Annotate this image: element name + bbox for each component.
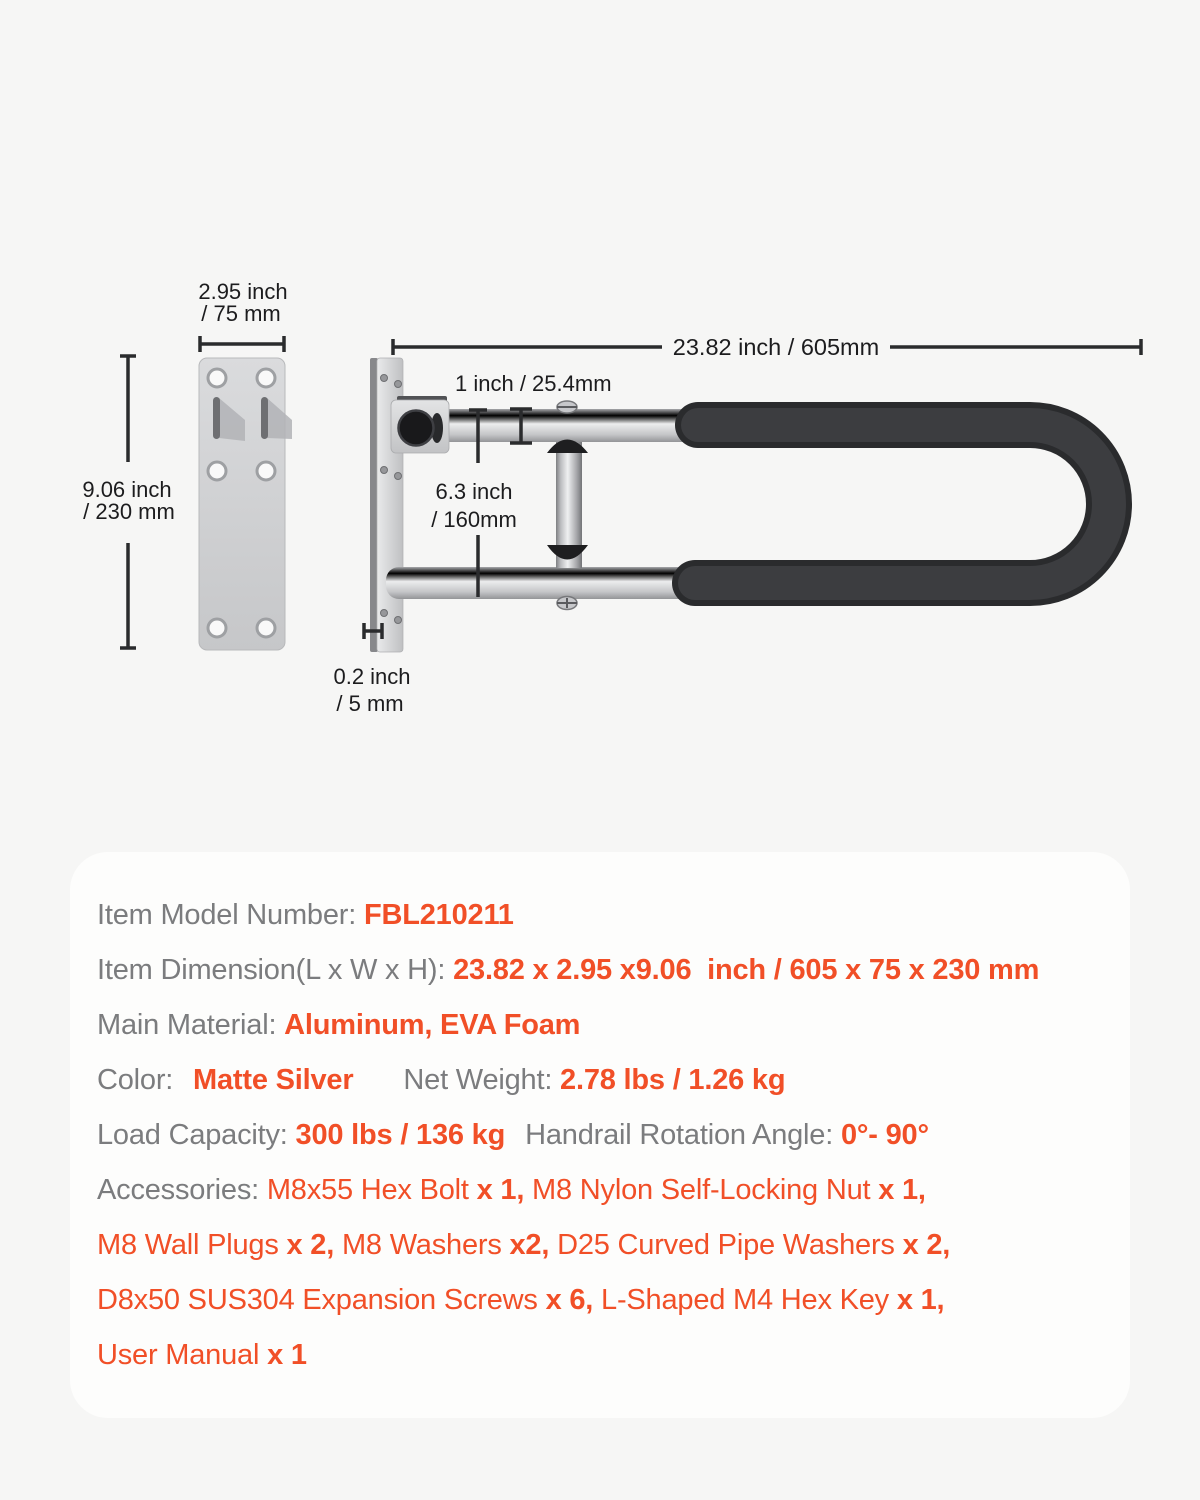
load-label: Load Capacity: bbox=[97, 1119, 296, 1151]
pivot-bracket bbox=[391, 396, 449, 453]
spec-row-load-rotation bbox=[97, 1108, 1112, 1163]
spec-panel bbox=[70, 852, 1130, 1418]
dimension-label: Item Dimension(L x W x H): bbox=[97, 954, 454, 986]
load-value: 300 lbs / 136 kg bbox=[295, 1119, 506, 1151]
accessory-qty: x 2, bbox=[902, 1229, 951, 1261]
clamp-screw-bottom bbox=[557, 597, 577, 610]
accessory-item: D25 Curved Pipe Washers bbox=[557, 1229, 903, 1261]
accessory-qty: x 6, bbox=[545, 1284, 602, 1316]
color-value: Matte Silver bbox=[193, 1064, 354, 1096]
accessory-item: User Manual bbox=[97, 1339, 268, 1371]
spec-row-accessories-1 bbox=[97, 1163, 1112, 1218]
accessory-item: M8x55 Hex Bolt bbox=[266, 1174, 477, 1206]
accessory-qty: x 1, bbox=[878, 1174, 926, 1206]
label-plate-height-line1: 9.06 inch bbox=[82, 477, 172, 502]
label-plate-height-line2: / 230 mm bbox=[83, 499, 175, 524]
spec-panel-content bbox=[70, 852, 1130, 1383]
material-label: Main Material: bbox=[97, 1009, 285, 1041]
dim-total-length bbox=[393, 334, 1141, 360]
material-value: Aluminum, EVA Foam bbox=[284, 1009, 581, 1041]
rotation-value: 0°- 90° bbox=[840, 1119, 929, 1151]
accessory-item: M8 Washers bbox=[341, 1229, 510, 1261]
wall-plate-front-view bbox=[199, 358, 292, 650]
accessory-qty: x2, bbox=[509, 1229, 558, 1261]
clamp-screw-top bbox=[557, 401, 577, 413]
color-label: Color: bbox=[97, 1064, 182, 1096]
accessories-label: Accessories: bbox=[97, 1174, 267, 1206]
accessory-qty: x 1 bbox=[267, 1339, 307, 1371]
weight-value: 2.78 lbs / 1.26 kg bbox=[560, 1064, 786, 1096]
foam-grip bbox=[695, 425, 1109, 583]
rotation-label: Handrail Rotation Angle: bbox=[525, 1119, 841, 1151]
dim-plate-height bbox=[82, 356, 175, 648]
spec-row-model bbox=[97, 888, 1112, 943]
model-value: FBL210211 bbox=[363, 899, 514, 931]
accessory-qty: x 2, bbox=[286, 1229, 342, 1261]
handrail-side-view bbox=[370, 358, 1109, 652]
spec-row-color-weight bbox=[97, 1053, 1112, 1108]
spec-row-accessories-3 bbox=[97, 1273, 1112, 1328]
spec-row-dimension bbox=[97, 943, 1112, 998]
spec-row-accessories-2 bbox=[97, 1218, 1112, 1273]
model-label: Item Model Number: bbox=[97, 899, 364, 931]
accessory-qty: x 1, bbox=[476, 1174, 533, 1206]
label-tube-diameter: 1 inch / 25.4mm bbox=[455, 371, 612, 396]
accessory-item: M8 Wall Plugs bbox=[97, 1229, 287, 1261]
spec-row-accessories-4 bbox=[97, 1328, 1112, 1383]
label-plate-thickness-line2: / 5 mm bbox=[336, 691, 404, 716]
weight-label: Net Weight: bbox=[403, 1064, 561, 1096]
label-bar-gap-line1: 6.3 inch bbox=[435, 479, 513, 504]
label-total-length: 23.82 inch / 605mm bbox=[672, 334, 880, 360]
label-bar-gap-line2: / 160mm bbox=[431, 507, 517, 532]
dim-plate-width bbox=[198, 279, 287, 352]
accessory-qty: x 1, bbox=[896, 1284, 945, 1316]
label-plate-width-line1: 2.95 inch bbox=[198, 279, 288, 304]
accessory-item: M8 Nylon Self-Locking Nut bbox=[532, 1174, 879, 1206]
label-plate-width-line2: / 75 mm bbox=[201, 301, 281, 326]
spec-row-material bbox=[97, 998, 1112, 1053]
accessory-item: D8x50 SUS304 Expansion Screws bbox=[97, 1284, 546, 1316]
label-plate-thickness-line1: 0.2 inch bbox=[333, 664, 411, 689]
accessory-item: L-Shaped M4 Hex Key bbox=[601, 1284, 897, 1316]
dimension-value: 23.82 x 2.95 x9.06 inch / 605 x 75 x 230 mm bbox=[453, 954, 1040, 986]
